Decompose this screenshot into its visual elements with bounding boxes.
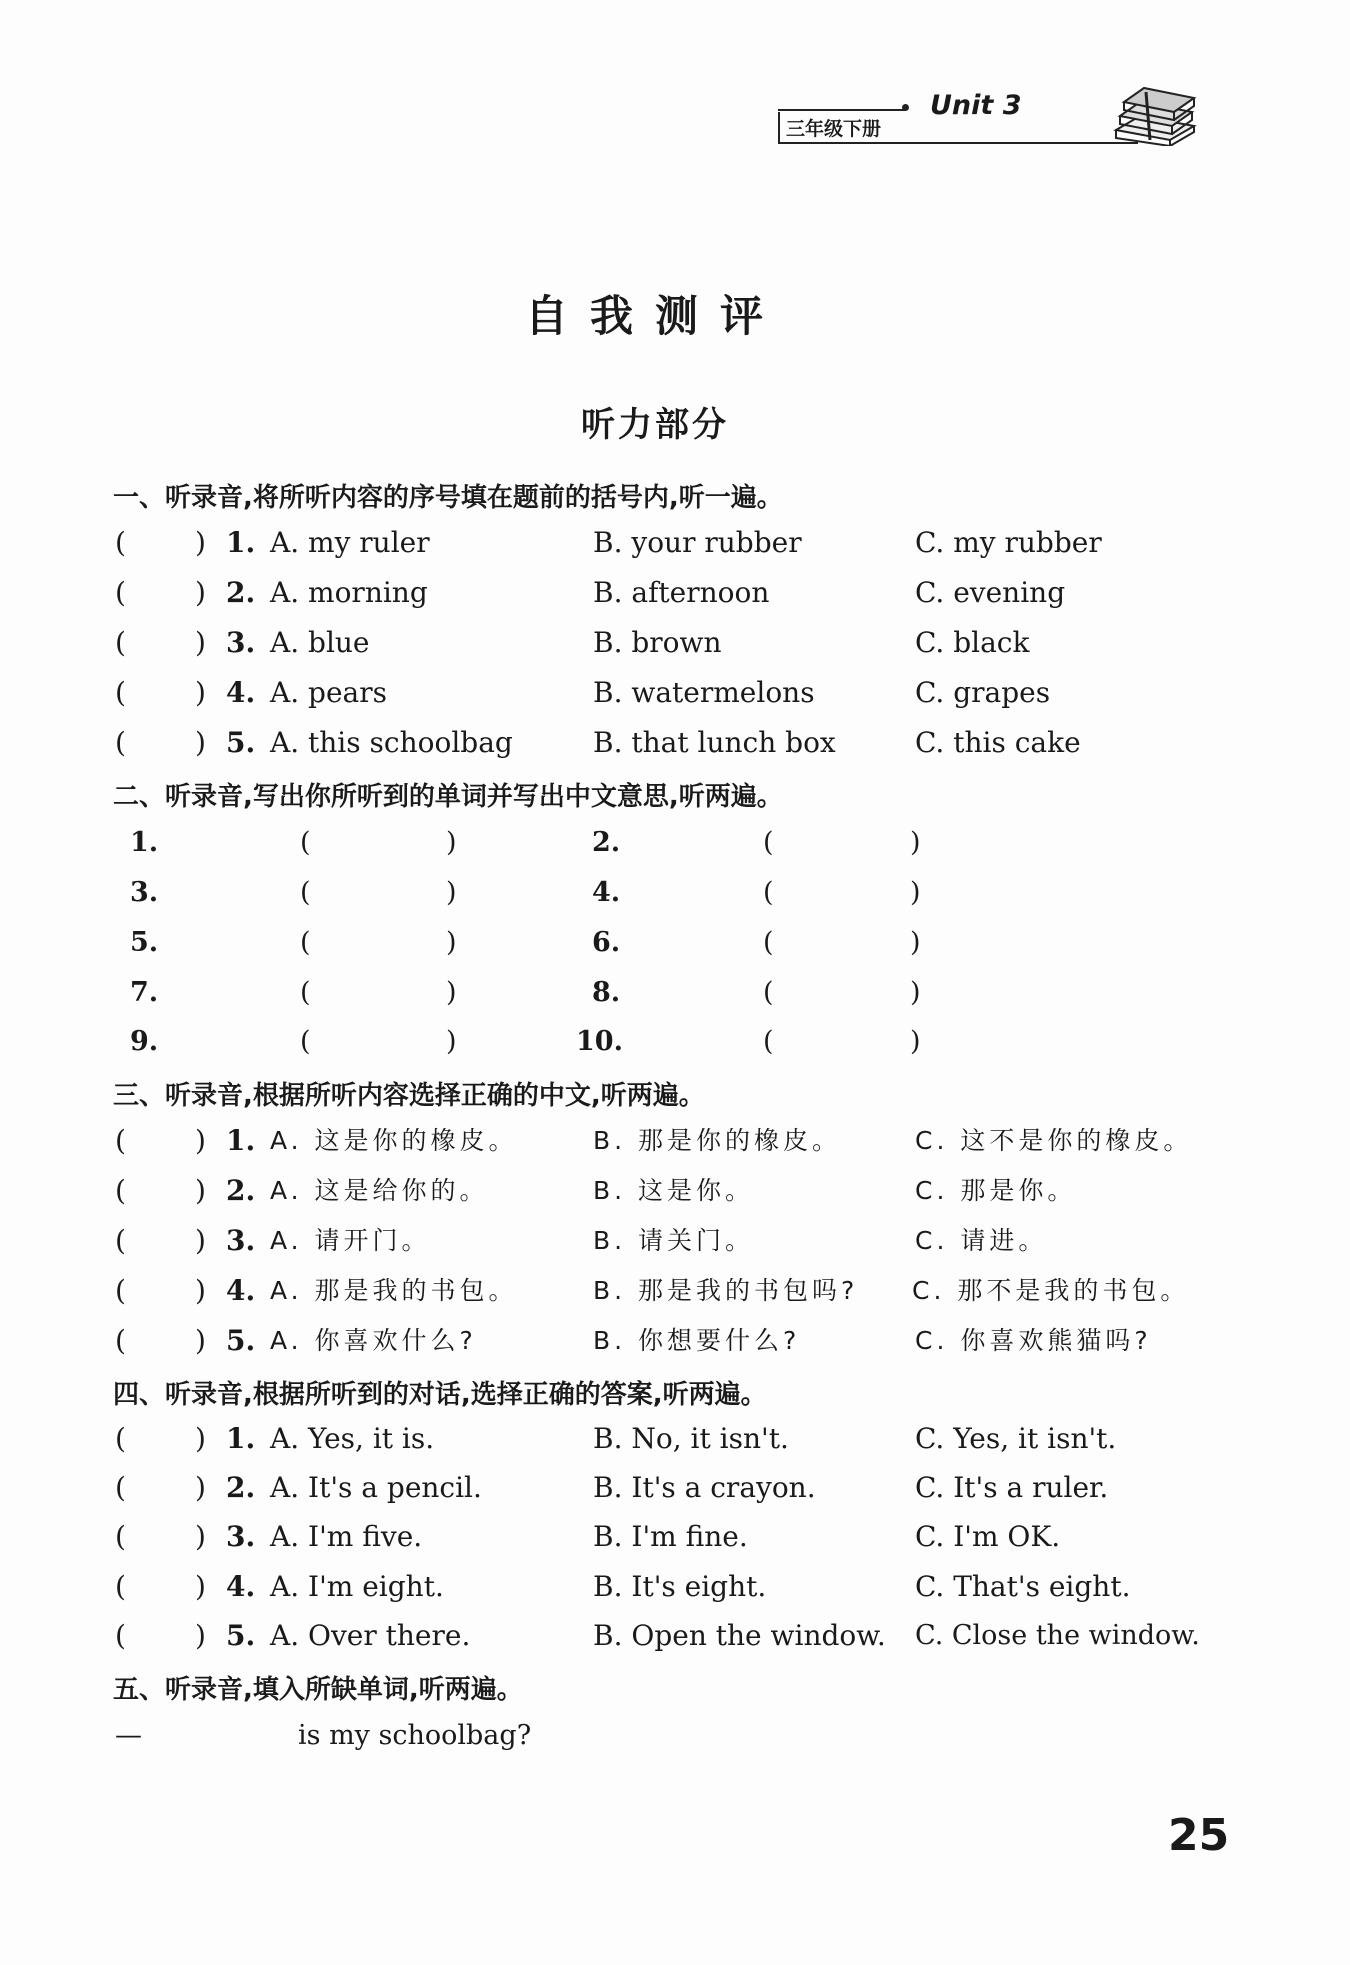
blank-number: 4. bbox=[592, 877, 621, 908]
option-a: A. morning bbox=[270, 576, 428, 609]
meaning-bracket-close: ) bbox=[910, 977, 921, 1008]
answer-bracket-open: ( bbox=[115, 1274, 126, 1307]
answer-bracket-close: ) bbox=[195, 1224, 206, 1257]
dialogue-dash: — bbox=[115, 1720, 142, 1751]
option-c: C. grapes bbox=[915, 676, 1051, 709]
question-number: 5. bbox=[226, 1324, 256, 1357]
blank-number: 1. bbox=[130, 827, 159, 858]
answer-bracket-open: ( bbox=[115, 726, 126, 759]
option-c: C. 你喜欢熊猫吗? bbox=[915, 1326, 1152, 1355]
word-row bbox=[0, 973, 1350, 1013]
option-a: A. I'm eight. bbox=[270, 1570, 444, 1603]
answer-bracket-close: ) bbox=[195, 1520, 206, 1553]
option-a: A. Over there. bbox=[270, 1619, 471, 1652]
question-number: 3. bbox=[226, 1520, 256, 1553]
answer-bracket-close: ) bbox=[195, 1174, 206, 1207]
question-row bbox=[0, 1468, 1350, 1508]
option-c: C. It's a ruler. bbox=[915, 1471, 1109, 1504]
question-row bbox=[0, 1271, 1350, 1311]
answer-bracket-open: ( bbox=[115, 1422, 126, 1455]
answer-bracket-open: ( bbox=[115, 526, 126, 559]
meaning-bracket-close: ) bbox=[910, 1026, 921, 1057]
question-row bbox=[0, 723, 1350, 763]
page-number: 25 bbox=[1168, 1810, 1230, 1861]
meaning-bracket-close: ) bbox=[446, 927, 457, 958]
answer-bracket-open: ( bbox=[115, 1570, 126, 1603]
header-rule-top bbox=[778, 109, 906, 111]
option-b: B. It's a crayon. bbox=[593, 1471, 816, 1504]
sentence-text: is my schoolbag? bbox=[298, 1720, 532, 1751]
answer-bracket-open: ( bbox=[115, 1124, 126, 1157]
question-row bbox=[0, 1616, 1350, 1656]
option-b: B. watermelons bbox=[593, 676, 815, 709]
unit-label: Unit 3 bbox=[930, 90, 1022, 121]
answer-bracket-open: ( bbox=[115, 1619, 126, 1652]
word-row bbox=[0, 1022, 1350, 1062]
option-c: C. 那不是我的书包。 bbox=[912, 1276, 1190, 1305]
option-a: A. this schoolbag bbox=[270, 726, 513, 759]
question-number: 4. bbox=[226, 1274, 256, 1307]
grade-label: 三年级下册 bbox=[778, 112, 887, 143]
option-c: C. 这不是你的橡皮。 bbox=[915, 1126, 1193, 1155]
option-c: C. I'm OK. bbox=[915, 1520, 1061, 1553]
question-row bbox=[0, 1171, 1350, 1211]
answer-bracket-open: ( bbox=[115, 576, 126, 609]
word-row bbox=[0, 823, 1350, 863]
answer-bracket-close: ) bbox=[195, 526, 206, 559]
meaning-bracket-close: ) bbox=[446, 877, 457, 908]
question-row bbox=[0, 1121, 1350, 1161]
option-c: C. this cake bbox=[915, 726, 1081, 759]
option-b: B. 这是你。 bbox=[593, 1176, 755, 1205]
header-rule-bottom bbox=[778, 142, 1138, 144]
option-b: B. It's eight. bbox=[593, 1570, 767, 1603]
question-number: 1. bbox=[226, 1124, 256, 1157]
option-a: A. blue bbox=[270, 626, 370, 659]
meaning-bracket-close: ) bbox=[446, 977, 457, 1008]
meaning-bracket-close: ) bbox=[446, 1026, 457, 1057]
question-number: 2. bbox=[226, 1174, 256, 1207]
answer-bracket-close: ) bbox=[195, 1471, 206, 1504]
meaning-bracket-open: ( bbox=[763, 977, 774, 1008]
answer-bracket-close: ) bbox=[195, 626, 206, 659]
option-b: B. 那是我的书包吗? bbox=[593, 1276, 859, 1305]
option-a: A. 那是我的书包。 bbox=[270, 1276, 518, 1305]
answer-bracket-close: ) bbox=[195, 576, 206, 609]
option-a: A. Yes, it is. bbox=[270, 1422, 435, 1455]
section-2-heading: 二、听录音,写出你所听到的单词并写出中文意思,听两遍。 bbox=[113, 782, 783, 812]
option-b: B. 你想要什么? bbox=[593, 1326, 801, 1355]
option-a: A. 这是给你的。 bbox=[270, 1176, 489, 1205]
option-b: B. 那是你的橡皮。 bbox=[593, 1126, 842, 1155]
option-b: B. that lunch box bbox=[593, 726, 836, 759]
meaning-bracket-open: ( bbox=[300, 1026, 311, 1057]
blank-number: 6. bbox=[592, 927, 621, 958]
option-a: A. 你喜欢什么? bbox=[270, 1326, 477, 1355]
answer-bracket-open: ( bbox=[115, 1520, 126, 1553]
option-c: C. That's eight. bbox=[915, 1570, 1131, 1603]
section-5-heading: 五、听录音,填入所缺单词,听两遍。 bbox=[113, 1675, 523, 1705]
option-c: C. Yes, it isn't. bbox=[915, 1422, 1117, 1455]
answer-bracket-open: ( bbox=[115, 1324, 126, 1357]
question-row bbox=[0, 573, 1350, 613]
answer-bracket-close: ) bbox=[195, 1124, 206, 1157]
answer-bracket-close: ) bbox=[195, 1274, 206, 1307]
meaning-bracket-open: ( bbox=[763, 927, 774, 958]
question-number: 4. bbox=[226, 1570, 256, 1603]
option-a: A. 这是你的橡皮。 bbox=[270, 1126, 518, 1155]
answer-bracket-close: ) bbox=[195, 1324, 206, 1357]
question-number: 2. bbox=[226, 576, 256, 609]
question-number: 1. bbox=[226, 526, 256, 559]
blank-number: 9. bbox=[130, 1026, 159, 1057]
meaning-bracket-close: ) bbox=[910, 827, 921, 858]
meaning-bracket-close: ) bbox=[910, 877, 921, 908]
section-3-heading: 三、听录音,根据所听内容选择正确的中文,听两遍。 bbox=[113, 1081, 705, 1111]
question-row bbox=[0, 1419, 1350, 1459]
word-row bbox=[0, 923, 1350, 963]
answer-bracket-close: ) bbox=[195, 676, 206, 709]
section-subtitle: 听力部分 bbox=[581, 405, 729, 445]
question-row bbox=[0, 1321, 1350, 1361]
option-b: B. No, it isn't. bbox=[593, 1422, 789, 1455]
option-b: B. afternoon bbox=[593, 576, 770, 609]
books-icon bbox=[1110, 80, 1200, 146]
fill-in-line bbox=[0, 1716, 1350, 1756]
option-b: B. brown bbox=[593, 626, 722, 659]
question-row bbox=[0, 1567, 1350, 1607]
question-row bbox=[0, 673, 1350, 713]
answer-bracket-close: ) bbox=[195, 1570, 206, 1603]
option-c: C. my rubber bbox=[915, 526, 1102, 559]
option-a: A. I'm five. bbox=[270, 1520, 423, 1553]
question-number: 5. bbox=[226, 726, 256, 759]
question-number: 5. bbox=[226, 1619, 256, 1652]
meaning-bracket-open: ( bbox=[300, 927, 311, 958]
question-number: 2. bbox=[226, 1471, 256, 1504]
question-number: 3. bbox=[226, 626, 256, 659]
answer-bracket-open: ( bbox=[115, 1224, 126, 1257]
question-row bbox=[0, 1221, 1350, 1261]
header-dot bbox=[902, 104, 909, 111]
option-c: C. black bbox=[915, 626, 1030, 659]
meaning-bracket-open: ( bbox=[300, 977, 311, 1008]
question-number: 3. bbox=[226, 1224, 256, 1257]
option-a: A. my ruler bbox=[270, 526, 430, 559]
answer-bracket-open: ( bbox=[115, 1471, 126, 1504]
option-c: C. Close the window. bbox=[915, 1620, 1200, 1651]
question-row bbox=[0, 623, 1350, 663]
meaning-bracket-close: ) bbox=[910, 927, 921, 958]
answer-bracket-open: ( bbox=[115, 626, 126, 659]
option-b: B. I'm fine. bbox=[593, 1520, 748, 1553]
question-row bbox=[0, 1517, 1350, 1557]
option-b: B. your rubber bbox=[593, 526, 802, 559]
blank-number: 3. bbox=[130, 877, 159, 908]
option-c: C. 那是你。 bbox=[915, 1176, 1077, 1205]
option-b: B. 请关门。 bbox=[593, 1226, 755, 1255]
meaning-bracket-open: ( bbox=[763, 1026, 774, 1057]
option-b: B. Open the window. bbox=[593, 1619, 886, 1652]
answer-bracket-close: ) bbox=[195, 1619, 206, 1652]
blank-number: 5. bbox=[130, 927, 159, 958]
blank-number: 7. bbox=[130, 977, 159, 1008]
section-4-heading: 四、听录音,根据所听到的对话,选择正确的答案,听两遍。 bbox=[113, 1380, 767, 1410]
section-1-heading: 一、听录音,将所听内容的序号填在题前的括号内,听一遍。 bbox=[113, 483, 783, 513]
meaning-bracket-close: ) bbox=[446, 827, 457, 858]
word-row bbox=[0, 873, 1350, 913]
meaning-bracket-open: ( bbox=[763, 877, 774, 908]
option-a: A. 请开门。 bbox=[270, 1226, 431, 1255]
question-row bbox=[0, 523, 1350, 563]
page-title: 自我测评 bbox=[525, 292, 785, 342]
option-a: A. It's a pencil. bbox=[270, 1471, 482, 1504]
meaning-bracket-open: ( bbox=[763, 827, 774, 858]
answer-bracket-open: ( bbox=[115, 676, 126, 709]
meaning-bracket-open: ( bbox=[300, 827, 311, 858]
question-number: 1. bbox=[226, 1422, 256, 1455]
blank-number: 2. bbox=[592, 827, 621, 858]
option-c: C. evening bbox=[915, 576, 1066, 609]
blank-number: 8. bbox=[592, 977, 621, 1008]
answer-bracket-open: ( bbox=[115, 1174, 126, 1207]
blank-number: 10. bbox=[576, 1026, 623, 1057]
answer-bracket-close: ) bbox=[195, 726, 206, 759]
option-c: C. 请进。 bbox=[915, 1226, 1048, 1255]
option-a: A. pears bbox=[270, 676, 387, 709]
answer-bracket-close: ) bbox=[195, 1422, 206, 1455]
meaning-bracket-open: ( bbox=[300, 877, 311, 908]
question-number: 4. bbox=[226, 676, 256, 709]
